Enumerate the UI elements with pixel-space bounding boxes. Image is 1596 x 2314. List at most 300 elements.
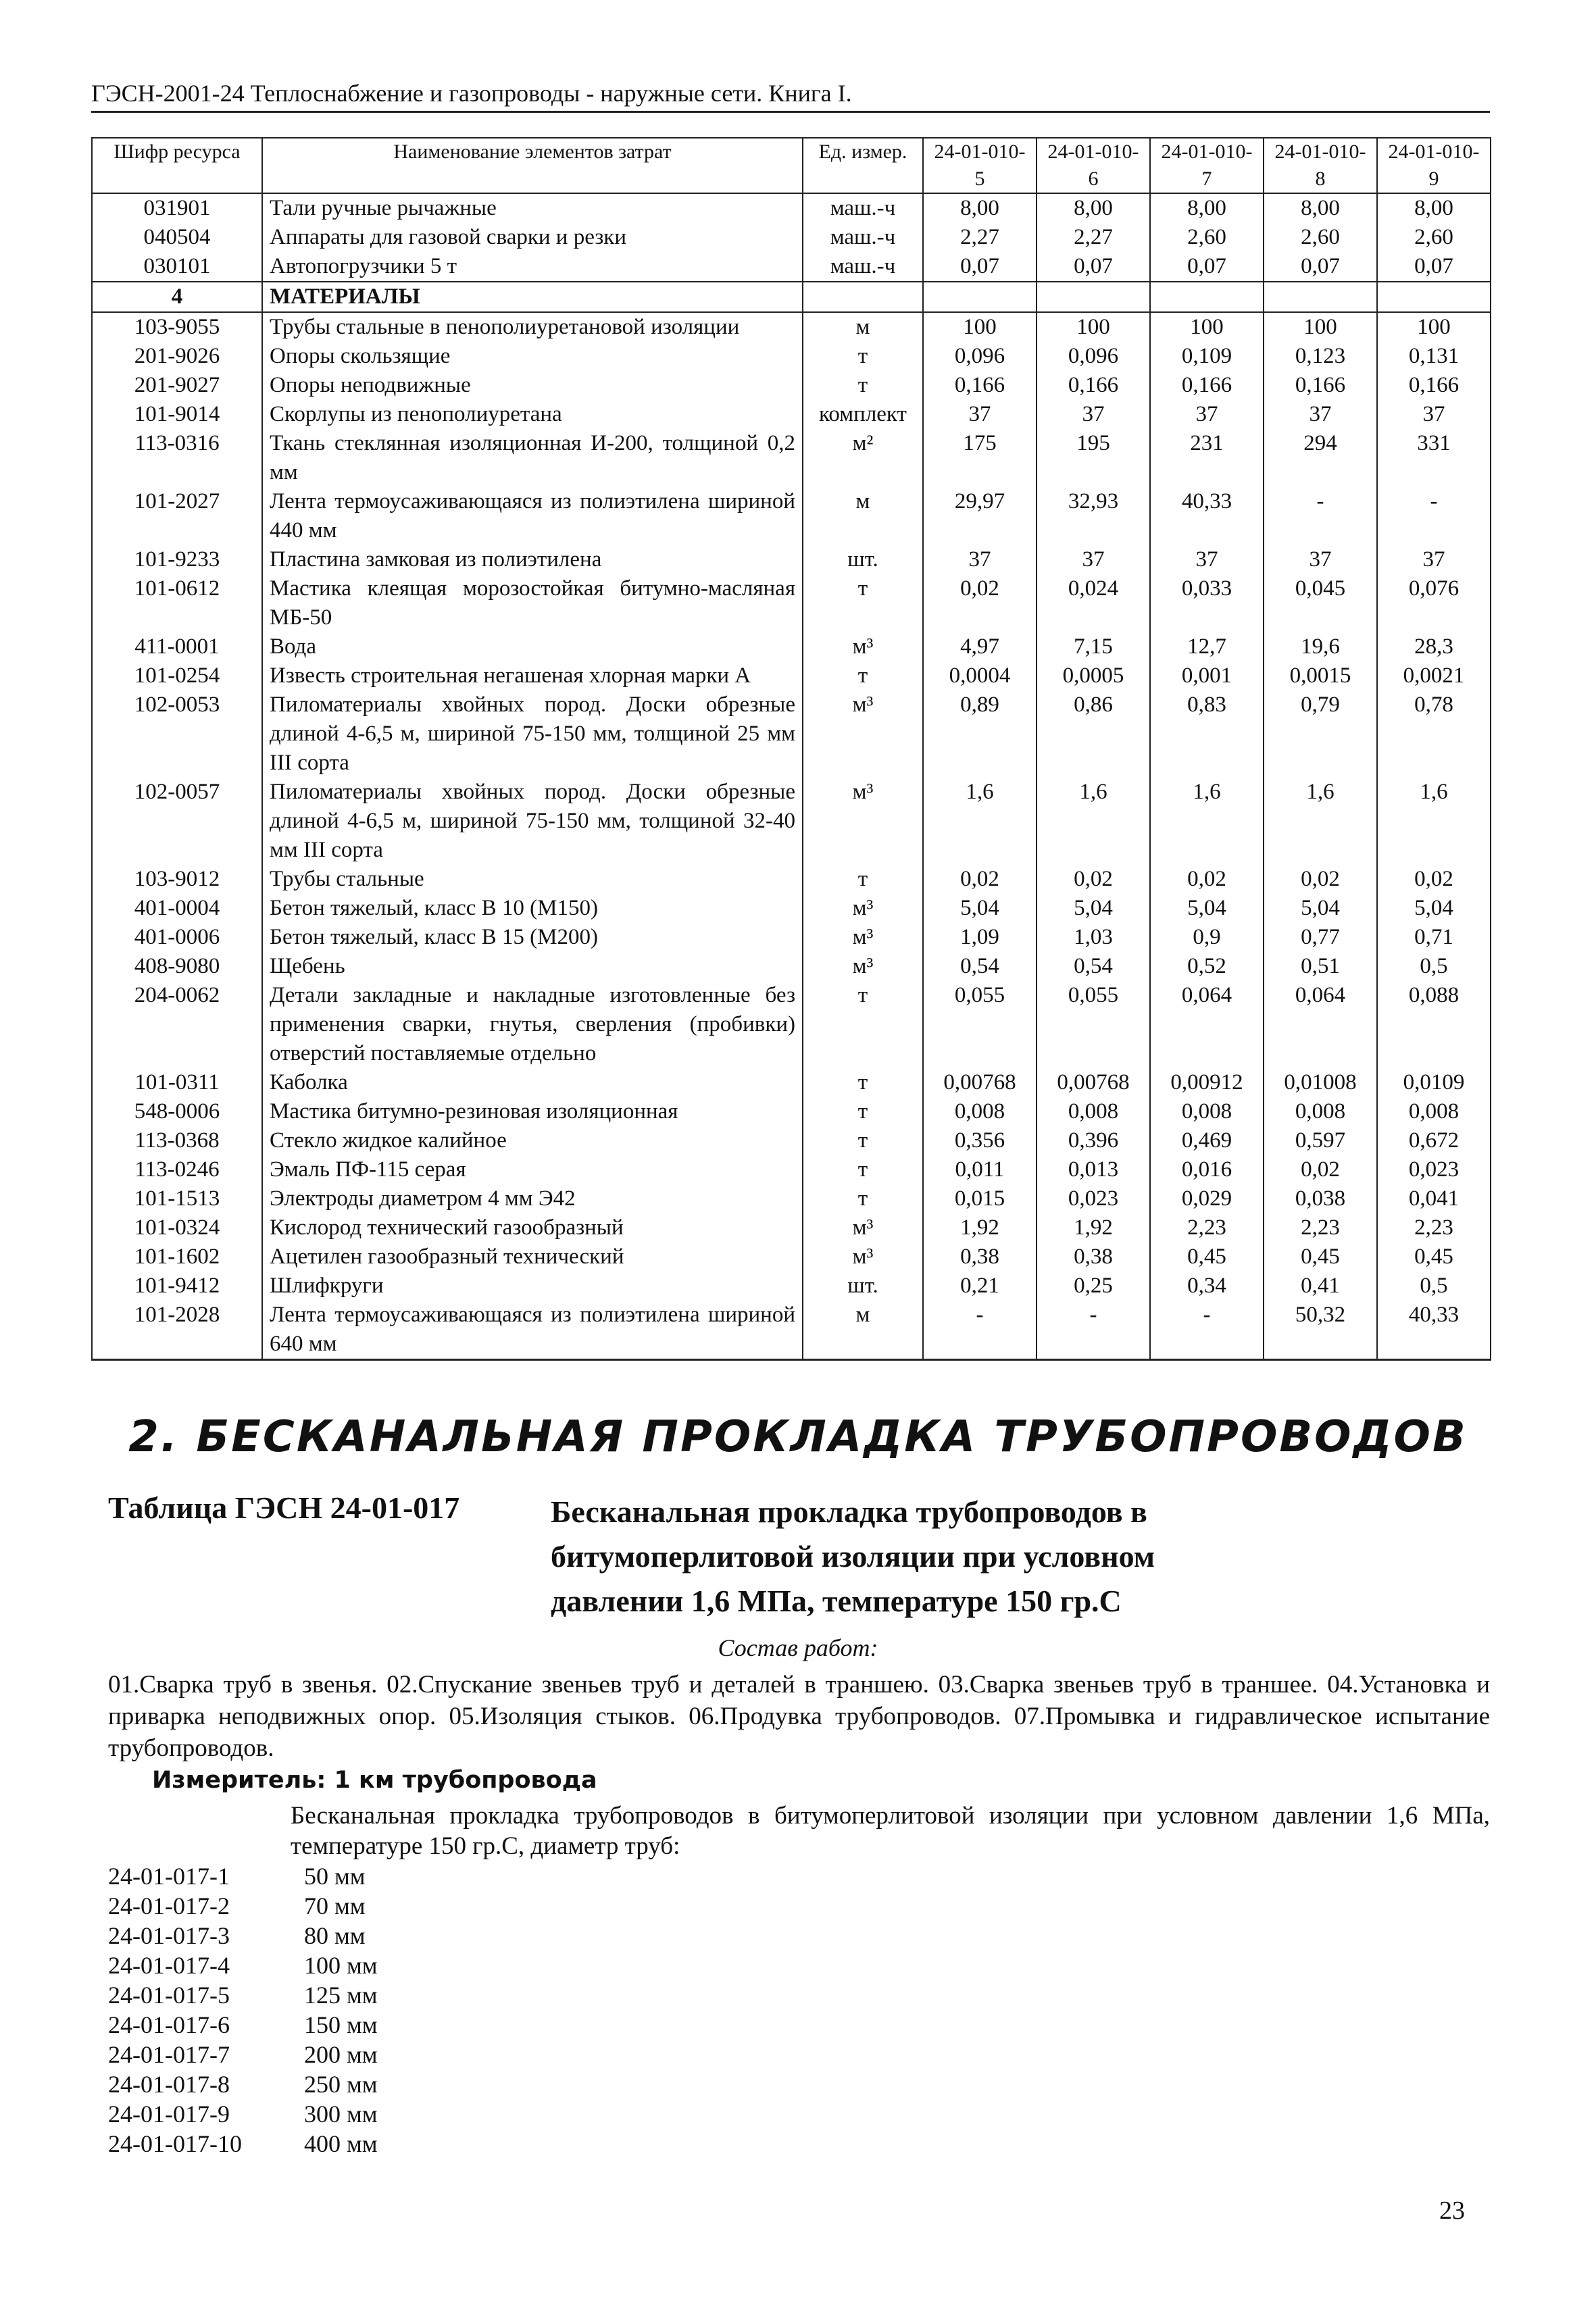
variant-diameter: 150 мм: [304, 2011, 378, 2038]
cell-name: Эмаль ПФ-115 серая: [262, 1155, 803, 1184]
cell-num: 0,076: [1377, 574, 1491, 632]
cell-num: 32,93: [1037, 487, 1150, 545]
cell-unit: т: [803, 1126, 923, 1155]
table-row: [92, 574, 1491, 632]
cell-unit: м³: [803, 1242, 923, 1272]
cell-num: 0,71: [1377, 923, 1491, 952]
cell-num: [1377, 282, 1491, 312]
variants-description: Бесканальная прокладка трубопроводов в битумоперлитовой изоляции при условном давлении 1,6 МПа, температуре 150 гр.С, диаметр труб:: [291, 1802, 1490, 1860]
cell-num: [1150, 282, 1264, 312]
cell-num: 0,25: [1037, 1272, 1150, 1301]
cell-code: 548-0006: [92, 1097, 262, 1126]
cell-name: Опоры скользящие: [262, 342, 803, 371]
cell-num: 0,064: [1150, 981, 1264, 1068]
table-row: [92, 1068, 1491, 1097]
cell-code: 204-0062: [92, 981, 262, 1068]
variant-diameter: 50 мм: [304, 1863, 366, 1890]
cell-name: Лента термоусаживающаяся из полиэтилена шириной 440 мм: [262, 487, 803, 545]
cell-num: 0,096: [923, 342, 1037, 371]
cell-num: 0,45: [1377, 1242, 1491, 1272]
cell-num: 1,6: [1264, 778, 1377, 865]
cell-num: 0,02: [1037, 865, 1150, 894]
cell-num: 5,04: [1377, 894, 1491, 923]
cell-unit: м²: [803, 429, 923, 487]
cell-num: 0,001: [1150, 661, 1264, 690]
cell-num: 5,04: [1264, 894, 1377, 923]
cell-num: 0,0005: [1037, 661, 1150, 690]
cell-num: 0,38: [1037, 1242, 1150, 1272]
table-row: [92, 400, 1491, 429]
cell-unit: м³: [803, 778, 923, 865]
cell-code: 103-9055: [92, 312, 262, 342]
list-item: [108, 2069, 378, 2099]
variant-diameter: 250 мм: [304, 2071, 378, 2098]
variant-diameter: 70 мм: [304, 1892, 366, 1919]
cell-code: 101-0254: [92, 661, 262, 690]
cell-num: 175: [923, 429, 1037, 487]
cell-num: 0,34: [1150, 1272, 1264, 1301]
cell-num: 1,92: [923, 1213, 1037, 1242]
variants-list: [108, 1861, 378, 2159]
table-row: [92, 1242, 1491, 1272]
cell-name: Пластина замковая из полиэтилена: [262, 545, 803, 574]
cell-num: 37: [1150, 545, 1264, 574]
list-item: [108, 1891, 378, 1921]
cell-num: 100: [1037, 312, 1150, 342]
cell-code: 102-0053: [92, 690, 262, 778]
cell-name: Мастика битумно-резиновая изоляционная: [262, 1097, 803, 1126]
cell-num: 0,396: [1037, 1126, 1150, 1155]
cell-num: 0,672: [1377, 1126, 1491, 1155]
cell-code: 401-0004: [92, 894, 262, 923]
cell-num: 0,9: [1150, 923, 1264, 952]
page-number: 23: [1439, 2196, 1465, 2225]
cell-num: 0,123: [1264, 342, 1377, 371]
cell-unit: т: [803, 865, 923, 894]
variant-diameter: 125 мм: [304, 1982, 378, 2009]
variant-code: 24-01-017-7: [108, 2041, 230, 2068]
cell-num: 0,029: [1150, 1184, 1264, 1213]
cell-num: 8,00: [1150, 193, 1264, 223]
cell-name: Стекло жидкое калийное: [262, 1126, 803, 1155]
cell-code: 101-0612: [92, 574, 262, 632]
table-row: [92, 429, 1491, 487]
cell-num: 0,008: [1264, 1097, 1377, 1126]
cell-num: [1037, 282, 1150, 312]
cell-num: 37: [1150, 400, 1264, 429]
cell-num: 0,023: [1377, 1155, 1491, 1184]
variant-diameter: 300 мм: [304, 2101, 378, 2128]
cell-num: 0,008: [1037, 1097, 1150, 1126]
col-header: 24-01-010-6: [1037, 138, 1150, 193]
cell-code: 4: [92, 282, 262, 312]
cell-code: 113-0368: [92, 1126, 262, 1155]
cell-num: 231: [1150, 429, 1264, 487]
cell-num: 0,166: [1264, 371, 1377, 400]
cell-num: 0,015: [923, 1184, 1037, 1213]
cell-unit: м³: [803, 1213, 923, 1242]
cell-code: 113-0246: [92, 1155, 262, 1184]
cell-unit: маш.-ч: [803, 223, 923, 252]
cell-num: 0,01008: [1264, 1068, 1377, 1097]
cell-num: 2,23: [1377, 1213, 1491, 1242]
cell-unit: м³: [803, 632, 923, 661]
table-row: [92, 282, 1491, 312]
cell-num: 29,97: [923, 487, 1037, 545]
cell-num: 37: [1377, 400, 1491, 429]
table-row: [92, 342, 1491, 371]
table-row: [92, 690, 1491, 778]
cell-num: 0,024: [1037, 574, 1150, 632]
variant-diameter: 200 мм: [304, 2041, 378, 2068]
section-title: 2. БЕСКАНАЛЬНАЯ ПРОКЛАДКА ТРУБОПРОВОДОВ: [128, 1412, 1468, 1462]
resources-table: [91, 137, 1491, 1361]
col-header: 24-01-010-8: [1264, 138, 1377, 193]
table-row: [92, 952, 1491, 981]
table-row: [92, 193, 1491, 223]
cell-unit: т: [803, 661, 923, 690]
cell-unit: т: [803, 981, 923, 1068]
cell-num: 37: [1037, 400, 1150, 429]
cell-num: 0,469: [1150, 1126, 1264, 1155]
cell-name: Скорлупы из пенополиуретана: [262, 400, 803, 429]
cell-num: 0,088: [1377, 981, 1491, 1068]
cell-num: 1,6: [1037, 778, 1150, 865]
cell-code: 101-1513: [92, 1184, 262, 1213]
cell-num: 12,7: [1150, 632, 1264, 661]
cell-num: [1264, 282, 1377, 312]
cell-name: Кислород технический газообразный: [262, 1213, 803, 1242]
variant-diameter: 400 мм: [304, 2130, 378, 2157]
cell-num: 40,33: [1150, 487, 1264, 545]
cell-num: 0,02: [1264, 1155, 1377, 1184]
cell-unit: т: [803, 1097, 923, 1126]
table-row: [92, 923, 1491, 952]
cell-num: 28,3: [1377, 632, 1491, 661]
table-row: [92, 1272, 1491, 1301]
cell-num: 7,15: [1037, 632, 1150, 661]
cell-num: 0,54: [923, 952, 1037, 981]
cell-num: 0,07: [923, 252, 1037, 282]
cell-unit: м³: [803, 894, 923, 923]
cell-code: 408-9080: [92, 952, 262, 981]
cell-num: 37: [1264, 545, 1377, 574]
cell-num: 0,166: [1377, 371, 1491, 400]
cell-num: 5,04: [923, 894, 1037, 923]
cell-code: 101-2028: [92, 1301, 262, 1360]
cell-code: 040504: [92, 223, 262, 252]
cell-num: 37: [1264, 400, 1377, 429]
cell-name: Трубы стальные: [262, 865, 803, 894]
cell-num: 0,86: [1037, 690, 1150, 778]
col-header: 24-01-010-5: [923, 138, 1037, 193]
variant-code: 24-01-017-3: [108, 1922, 230, 1949]
cell-num: 1,6: [923, 778, 1037, 865]
cell-num: 0,78: [1377, 690, 1491, 778]
cell-name: Бетон тяжелый, класс В 10 (М150): [262, 894, 803, 923]
col-header: Ед. измер.: [803, 138, 923, 193]
list-item: [108, 1921, 378, 1951]
cell-unit: т: [803, 1155, 923, 1184]
cell-unit: [803, 282, 923, 312]
cell-num: 2,27: [1037, 223, 1150, 252]
cell-num: 37: [923, 400, 1037, 429]
cell-unit: маш.-ч: [803, 193, 923, 223]
cell-code: 411-0001: [92, 632, 262, 661]
cell-num: 0,07: [1264, 252, 1377, 282]
cell-num: 0,5: [1377, 1272, 1491, 1301]
cell-name: Ацетилен газообразный технический: [262, 1242, 803, 1272]
cell-num: 2,60: [1377, 223, 1491, 252]
cell-code: 101-0324: [92, 1213, 262, 1242]
table-row: [92, 252, 1491, 282]
cell-num: 1,92: [1037, 1213, 1150, 1242]
col-header: Шифр ресурса: [92, 138, 262, 193]
cell-num: 37: [923, 545, 1037, 574]
cell-num: 0,041: [1377, 1184, 1491, 1213]
cell-name: Известь строительная негашеная хлорная марки А: [262, 661, 803, 690]
cell-num: 331: [1377, 429, 1491, 487]
cell-num: 0,0004: [923, 661, 1037, 690]
cell-num: 8,00: [1037, 193, 1150, 223]
cell-num: 0,013: [1037, 1155, 1150, 1184]
table-row: [92, 1301, 1491, 1360]
cell-code: 102-0057: [92, 778, 262, 865]
cell-name: Пиломатериалы хвойных пород. Доски обрезные длиной 4-6,5 м, шириной 75-150 мм, толщиной 25 мм III сорта: [262, 690, 803, 778]
cell-unit: м: [803, 1301, 923, 1360]
table-row: [92, 371, 1491, 400]
list-item: [108, 1861, 378, 1891]
cell-num: 0,016: [1150, 1155, 1264, 1184]
cell-code: 101-0311: [92, 1068, 262, 1097]
table-row: [92, 1184, 1491, 1213]
cell-num: 1,09: [923, 923, 1037, 952]
cell-num: 0,356: [923, 1126, 1037, 1155]
cell-num: 0,02: [923, 865, 1037, 894]
cell-num: 50,32: [1264, 1301, 1377, 1360]
cell-num: 2,60: [1264, 223, 1377, 252]
cell-unit: м: [803, 487, 923, 545]
cell-num: 100: [1150, 312, 1264, 342]
col-header: Наименование элементов затрат: [262, 138, 803, 193]
cell-num: 37: [1037, 545, 1150, 574]
cell-num: 0,166: [923, 371, 1037, 400]
cell-num: 0,096: [1037, 342, 1150, 371]
table-row: [92, 312, 1491, 342]
cell-num: 0,008: [1377, 1097, 1491, 1126]
cell-num: 0,5: [1377, 952, 1491, 981]
cell-num: 0,064: [1264, 981, 1377, 1068]
cell-num: -: [1377, 487, 1491, 545]
cell-unit: шт.: [803, 1272, 923, 1301]
variant-code: 24-01-017-2: [108, 1892, 230, 1919]
cell-name: Пиломатериалы хвойных пород. Доски обрезные длиной 4-6,5 м, шириной 75-150 мм, толщиной 32-40 мм III сорта: [262, 778, 803, 865]
cell-num: 37: [1377, 545, 1491, 574]
cell-code: 101-2027: [92, 487, 262, 545]
cell-num: 0,54: [1037, 952, 1150, 981]
cell-unit: маш.-ч: [803, 252, 923, 282]
variant-code: 24-01-017-9: [108, 2101, 230, 2128]
cell-num: 1,03: [1037, 923, 1150, 952]
cell-name: Каболка: [262, 1068, 803, 1097]
cell-unit: комплект: [803, 400, 923, 429]
cell-num: 0,02: [1377, 865, 1491, 894]
cell-num: 100: [1264, 312, 1377, 342]
cell-num: -: [1264, 487, 1377, 545]
cell-unit: т: [803, 574, 923, 632]
cell-num: 0,055: [923, 981, 1037, 1068]
cell-code: 101-9233: [92, 545, 262, 574]
cell-num: 0,07: [1377, 252, 1491, 282]
table-row: [92, 865, 1491, 894]
cell-num: 0,02: [1150, 865, 1264, 894]
cell-num: 8,00: [1264, 193, 1377, 223]
cell-num: 0,51: [1264, 952, 1377, 981]
cell-unit: т: [803, 371, 923, 400]
cell-num: -: [1037, 1301, 1150, 1360]
cell-num: 5,04: [1150, 894, 1264, 923]
variant-code: 24-01-017-8: [108, 2071, 230, 2098]
cell-num: 0,0109: [1377, 1068, 1491, 1097]
table-row: [92, 981, 1491, 1068]
table-row: [92, 1213, 1491, 1242]
cell-unit: м³: [803, 952, 923, 981]
table-row: [92, 223, 1491, 252]
list-item: [108, 1980, 378, 2010]
cell-num: 0,131: [1377, 342, 1491, 371]
cell-num: 0,109: [1150, 342, 1264, 371]
cell-num: 1,6: [1150, 778, 1264, 865]
cell-num: 0,79: [1264, 690, 1377, 778]
cell-num: 8,00: [1377, 193, 1491, 223]
variant-code: 24-01-017-1: [108, 1863, 230, 1890]
cell-num: 0,45: [1264, 1242, 1377, 1272]
variant-code: 24-01-017-6: [108, 2011, 230, 2038]
cell-name: Электроды диаметром 4 мм Э42: [262, 1184, 803, 1213]
col-header: 24-01-010-7: [1150, 138, 1264, 193]
cell-num: 0,41: [1264, 1272, 1377, 1301]
cell-num: -: [1150, 1301, 1264, 1360]
cell-num: [923, 282, 1037, 312]
table-body: [92, 193, 1491, 1360]
cell-name: Опоры неподвижные: [262, 371, 803, 400]
cell-num: 0,597: [1264, 1126, 1377, 1155]
cell-num: 0,38: [923, 1242, 1037, 1272]
cell-num: 195: [1037, 429, 1150, 487]
cell-name: Тали ручные рычажные: [262, 193, 803, 223]
cell-name: Щебень: [262, 952, 803, 981]
cell-unit: шт.: [803, 545, 923, 574]
cell-name: МАТЕРИАЛЫ: [262, 282, 803, 312]
list-item: [108, 2129, 378, 2159]
table-row: [92, 632, 1491, 661]
cell-num: 0,00768: [923, 1068, 1037, 1097]
cell-code: 101-9412: [92, 1272, 262, 1301]
cell-num: 0,07: [1150, 252, 1264, 282]
cell-code: 101-9014: [92, 400, 262, 429]
list-item: [108, 1951, 378, 1980]
variant-code: 24-01-017-10: [108, 2130, 242, 2157]
cell-num: 0,02: [923, 574, 1037, 632]
cell-code: 113-0316: [92, 429, 262, 487]
cell-num: 2,60: [1150, 223, 1264, 252]
table-row: [92, 545, 1491, 574]
cell-num: 0,00768: [1037, 1068, 1150, 1097]
cell-code: 101-1602: [92, 1242, 262, 1272]
cell-num: 0,07: [1037, 252, 1150, 282]
cell-code: 201-9026: [92, 342, 262, 371]
cell-num: 2,23: [1264, 1213, 1377, 1242]
cell-num: 0,023: [1037, 1184, 1150, 1213]
cell-num: 2,23: [1150, 1213, 1264, 1242]
table-row: [92, 1126, 1491, 1155]
cell-num: 0,77: [1264, 923, 1377, 952]
cell-num: 0,045: [1264, 574, 1377, 632]
table-row: [92, 1155, 1491, 1184]
table-row: [92, 487, 1491, 545]
cell-num: 5,04: [1037, 894, 1150, 923]
gesn-table-label: Таблица ГЭСН 24-01-017: [108, 1490, 460, 1525]
list-item: [108, 2010, 378, 2040]
cell-num: 0,008: [1150, 1097, 1264, 1126]
variant-code: 24-01-017-5: [108, 1982, 230, 2009]
cell-name: Детали закладные и накладные изготовленные без применения сварки, гнутья, сверления (пробивки) отверстий поставляемые отдельно: [262, 981, 803, 1068]
cell-num: 0,038: [1264, 1184, 1377, 1213]
cell-num: 2,27: [923, 223, 1037, 252]
cell-num: 0,83: [1150, 690, 1264, 778]
cell-code: 201-9027: [92, 371, 262, 400]
cell-num: 0,033: [1150, 574, 1264, 632]
table-row: [92, 661, 1491, 690]
cell-code: 030101: [92, 252, 262, 282]
cell-num: 4,97: [923, 632, 1037, 661]
cell-name: Шлифкруги: [262, 1272, 803, 1301]
col-header: 24-01-010-9: [1377, 138, 1491, 193]
variant-diameter: 100 мм: [304, 1952, 378, 1979]
cell-num: 0,00912: [1150, 1068, 1264, 1097]
table-header-row: [92, 138, 1491, 193]
cell-num: 0,89: [923, 690, 1037, 778]
composition-label: Состав работ:: [718, 1634, 878, 1661]
gesn-table-title: Бесканальная прокладка трубопроводов в битумоперлитовой изоляции при условном давлении 1,6 МПа, температуре 150 гр.С: [551, 1494, 1155, 1618]
cell-num: 0,45: [1150, 1242, 1264, 1272]
cell-num: 294: [1264, 429, 1377, 487]
cell-num: 40,33: [1377, 1301, 1491, 1360]
cell-unit: м³: [803, 923, 923, 952]
cell-num: 0,21: [923, 1272, 1037, 1301]
list-item: [108, 2040, 378, 2069]
cell-name: Трубы стальные в пенополиуретановой изоляции: [262, 312, 803, 342]
cell-unit: т: [803, 1068, 923, 1097]
cell-num: 8,00: [923, 193, 1037, 223]
cell-num: 0,52: [1150, 952, 1264, 981]
cell-unit: т: [803, 1184, 923, 1213]
cell-num: 0,0021: [1377, 661, 1491, 690]
cell-num: -: [923, 1301, 1037, 1360]
table-row: [92, 1097, 1491, 1126]
cell-code: 103-9012: [92, 865, 262, 894]
cell-name: Ткань стеклянная изоляционная И-200, толщиной 0,2 мм: [262, 429, 803, 487]
table-row: [92, 778, 1491, 865]
cell-num: 100: [1377, 312, 1491, 342]
page-header: ГЭСН-2001-24 Теплоснабжение и газопроводы - наружные сети. Книга I.: [91, 80, 1490, 113]
cell-code: 031901: [92, 193, 262, 223]
cell-unit: м: [803, 312, 923, 342]
cell-num: 0,166: [1037, 371, 1150, 400]
list-item: [108, 2099, 378, 2129]
cell-num: 19,6: [1264, 632, 1377, 661]
cell-name: Лента термоусаживающаяся из полиэтилена шириной 640 мм: [262, 1301, 803, 1360]
